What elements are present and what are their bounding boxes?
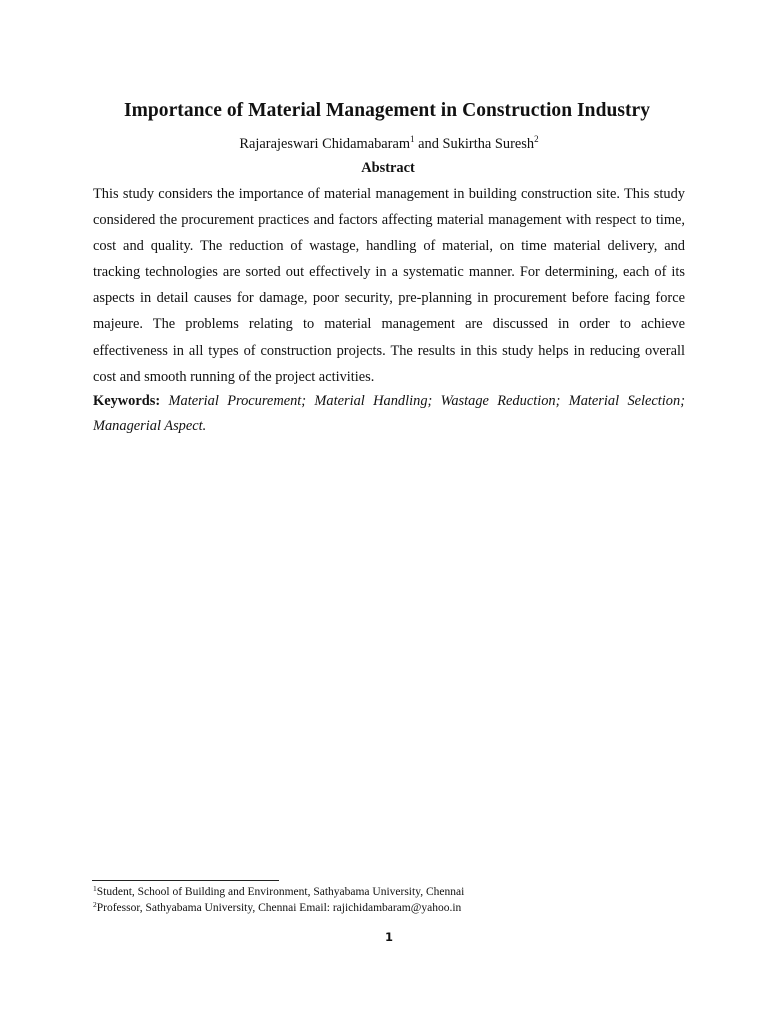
keywords-label: Keywords: bbox=[93, 393, 161, 409]
author-line bbox=[0, 134, 768, 154]
footnote-1 bbox=[93, 884, 693, 900]
footnotes bbox=[93, 884, 693, 916]
author-name-2: Sukirtha Suresh bbox=[442, 136, 535, 152]
keywords-list: Material Procurement; Material Handling; Wastage Reduction; Material Selection; Managerial Aspect. bbox=[93, 393, 685, 434]
author-affiliation-mark-2: 2 bbox=[534, 134, 539, 144]
author-joiner: and bbox=[414, 136, 443, 152]
abstract-heading: Abstract bbox=[361, 160, 415, 176]
author-affiliation-mark-1: 1 bbox=[410, 134, 415, 144]
page-number: 1 bbox=[384, 930, 393, 944]
abstract-body: This study considers the importance of material management in building construction site. This study considered the procurement practices and factors affecting material management with respect to time, cost and quality. The reduction of wastage, handling of material, on time material delivery, and tracking technologies are sorted out effectively in a systematic manner. For determining, each of its aspects in detail causes for damage, poor security, pre-planning in procurement before facing force majeure. The problems relating to material management are discussed in order to achieve effectiveness in all types of construction projects. The results in this study helps in reducing overall cost and smooth running of the project activities. bbox=[93, 186, 685, 385]
footnote-mark-1: 1 bbox=[93, 884, 97, 893]
paper-title: Importance of Material Management in Construction Industry bbox=[123, 100, 651, 121]
footnote-mark-2: 2 bbox=[93, 900, 97, 909]
footnote-text-2: Professor, Sathyabama University, Chennai Email: rajichidambaram@yahoo.in bbox=[96, 902, 462, 914]
keywords-paragraph bbox=[93, 389, 685, 438]
footnote-text-1: Student, School of Building and Environment, Sathyabama University, Chennai bbox=[96, 886, 465, 898]
footnote-2 bbox=[93, 900, 693, 916]
author-name-1: Rajarajeswari Chidamabaram bbox=[239, 136, 411, 152]
footnote-separator bbox=[92, 880, 279, 881]
